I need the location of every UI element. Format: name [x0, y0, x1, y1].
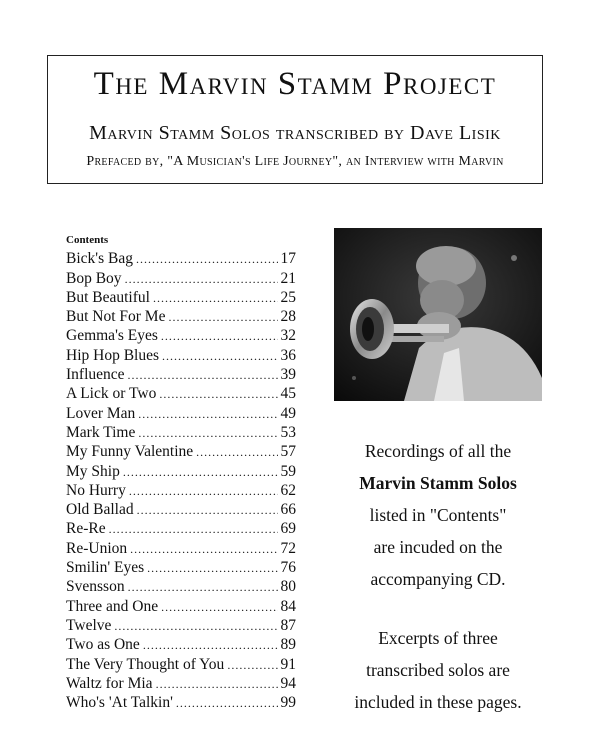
contents-item-page: 45 — [280, 385, 296, 403]
contents-item — [66, 268, 296, 287]
title-box — [47, 55, 543, 184]
contents-item — [66, 307, 296, 326]
contents-item-title: My Ship — [66, 462, 120, 480]
contents-item — [66, 249, 296, 268]
leader-dots — [161, 328, 278, 345]
contents-item-page: 53 — [280, 423, 296, 441]
trumpet-player-illustration — [334, 228, 542, 401]
contents-item — [66, 635, 296, 654]
contents-item — [66, 384, 296, 403]
leader-dots — [136, 251, 278, 268]
leader-dots — [161, 599, 277, 616]
contents-item — [66, 538, 296, 557]
leader-dots — [128, 579, 278, 596]
contents-item — [66, 577, 296, 596]
recordings-note — [334, 435, 542, 595]
contents-item-title: Smilin' Eyes — [66, 559, 145, 577]
contents-item-title: Twelve — [66, 616, 112, 634]
contents-item — [66, 519, 296, 538]
contents-item-title: Hip Hop Blues — [66, 346, 159, 364]
leader-dots — [153, 290, 278, 307]
contents-item-title: Mark Time — [66, 423, 136, 441]
leader-dots — [128, 367, 278, 384]
leader-dots — [109, 521, 278, 538]
contents-item-page: 72 — [280, 539, 296, 557]
contents-heading: Contents — [66, 234, 109, 246]
contents-item-title: Re-Union — [66, 539, 128, 557]
leader-dots — [125, 271, 278, 288]
contents-item-page: 69 — [280, 520, 296, 538]
contents-item — [66, 442, 296, 461]
contents-item-title: The Very Thought of You — [66, 655, 225, 673]
contents-item — [66, 326, 296, 345]
contents-item-page: 32 — [280, 327, 296, 345]
contents-item-page: 87 — [280, 616, 296, 634]
contents-item — [66, 365, 296, 384]
contents-item-page: 66 — [280, 501, 296, 519]
contents-item-title: Svensson — [66, 578, 125, 596]
contents-item-title: Two as One — [66, 636, 140, 654]
contents-item-page: 49 — [280, 404, 296, 422]
contents-item-page: 76 — [280, 559, 296, 577]
excerpts-note-line: Excerpts of three — [378, 628, 498, 648]
recordings-note-line: listed in "Contents" — [369, 505, 507, 525]
trumpet-player-photo — [334, 228, 542, 401]
recordings-note-line: are incuded on the — [373, 537, 503, 557]
contents-item-page: 39 — [280, 366, 296, 384]
contents-item-page: 84 — [280, 597, 296, 615]
contents-item-page: 99 — [280, 694, 296, 712]
excerpts-note — [334, 622, 542, 718]
leader-dots — [143, 637, 278, 654]
contents-item — [66, 674, 296, 693]
contents-item-page: 57 — [280, 443, 296, 461]
contents-item-page: 80 — [280, 578, 296, 596]
contents-item-page: 94 — [280, 674, 296, 692]
contents-item — [66, 654, 296, 673]
recordings-note-line: Recordings of all the — [364, 441, 512, 461]
contents-item-title: My Funny Valentine — [66, 443, 194, 461]
contents-item-title: Three and One — [66, 597, 159, 615]
contents-item — [66, 693, 296, 712]
contents-item — [66, 345, 296, 364]
leader-dots — [168, 309, 277, 326]
excerpts-note-line: transcribed solos are — [366, 660, 510, 680]
leader-dots — [114, 618, 277, 635]
leader-dots — [123, 464, 278, 481]
excerpts-note-line: included in these pages. — [354, 692, 522, 712]
contents-item-page: 91 — [280, 655, 296, 673]
contents-item — [66, 423, 296, 442]
contents-item — [66, 403, 296, 422]
leader-dots — [159, 386, 277, 403]
contents-item-title: No Hurry — [66, 481, 126, 499]
contents-item — [66, 558, 296, 577]
contents-item-page: 62 — [280, 481, 296, 499]
contents-item-title: Bick's Bag — [66, 250, 133, 268]
contents-item-page: 59 — [280, 462, 296, 480]
leader-dots — [227, 657, 277, 674]
contents-item-title: Gemma's Eyes — [66, 327, 158, 345]
leader-dots — [129, 483, 278, 500]
leader-dots — [138, 406, 277, 423]
leader-dots — [137, 502, 278, 519]
book-subtitle: Marvin Stamm Solos transcribed by Dave Lisik — [89, 122, 501, 144]
contents-item — [66, 461, 296, 480]
contents-list — [66, 249, 296, 712]
contents-item-title: Re-Re — [66, 520, 106, 538]
contents-item-page: 89 — [280, 636, 296, 654]
contents-item-title: Bop Boy — [66, 269, 122, 287]
contents-item — [66, 596, 296, 615]
recordings-note-line: accompanying CD. — [370, 569, 506, 589]
leader-dots — [138, 425, 277, 442]
leader-dots — [156, 676, 278, 693]
contents-item-title: Influence — [66, 366, 125, 384]
contents-item-title: But Beautiful — [66, 288, 150, 306]
contents-item-title: A Lick or Two — [66, 385, 157, 403]
leader-dots — [162, 348, 278, 365]
contents-item-title: But Not For Me — [66, 308, 166, 326]
leader-dots — [130, 541, 277, 558]
contents-item-title: Who's 'At Talkin' — [66, 694, 173, 712]
contents-item-page: 36 — [280, 346, 296, 364]
contents-item-page: 17 — [280, 250, 296, 268]
contents-item — [66, 288, 296, 307]
contents-item-title: Old Ballad — [66, 501, 134, 519]
leader-dots — [147, 560, 277, 577]
recordings-note-line: Marvin Stamm Solos — [359, 473, 517, 493]
leader-dots — [176, 695, 278, 712]
contents-item — [66, 481, 296, 500]
book-preface-line: Prefaced by, "A Musician's Life Journey", an Interview with Marvin — [86, 154, 504, 169]
contents-item — [66, 500, 296, 519]
contents-item-title: Waltz for Mia — [66, 674, 153, 692]
contents-item-title: Lover Man — [66, 404, 136, 422]
contents-item-page: 25 — [280, 288, 296, 306]
contents-item-page: 28 — [280, 308, 296, 326]
leader-dots — [196, 444, 277, 461]
book-title: The Marvin Stamm Project — [93, 66, 497, 102]
contents-item — [66, 616, 296, 635]
contents-item-page: 21 — [280, 269, 296, 287]
